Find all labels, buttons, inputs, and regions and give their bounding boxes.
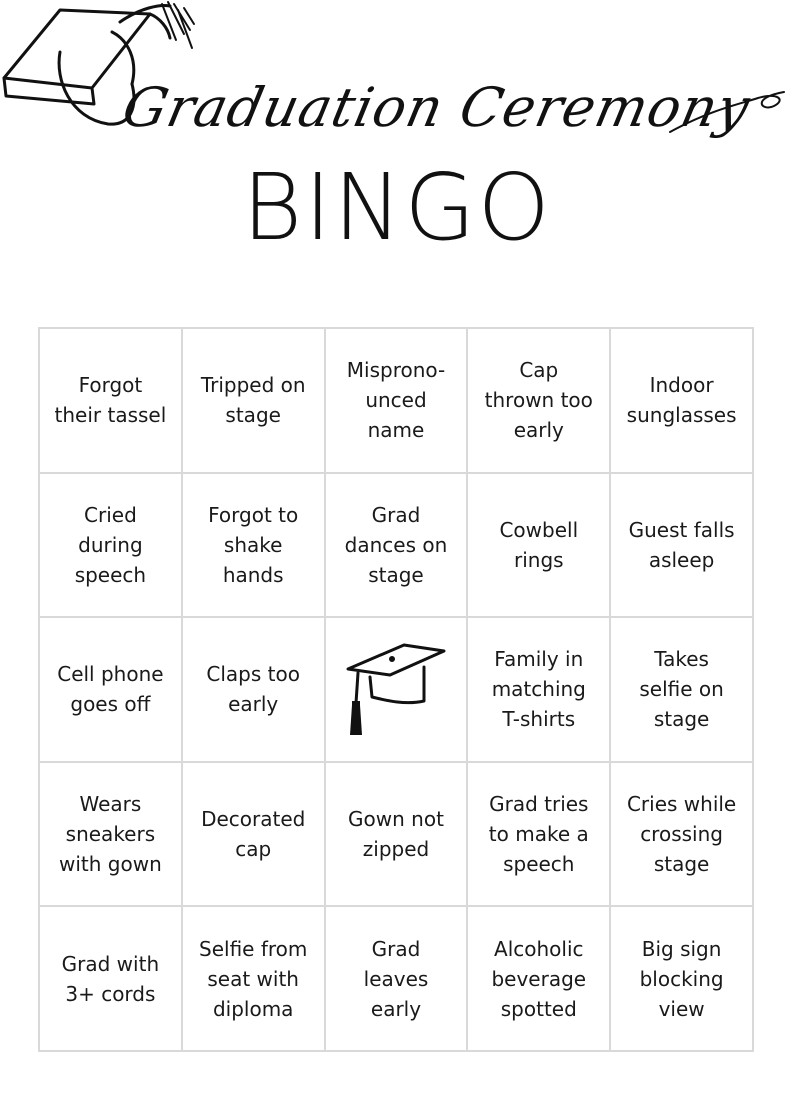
bingo-cell[interactable]: Cowbell rings — [468, 474, 611, 619]
bingo-cell[interactable]: Big sign blocking view — [611, 907, 754, 1052]
bingo-cell[interactable]: Grad with 3+ cords — [40, 907, 183, 1052]
bingo-cell[interactable]: Cell phone goes off — [40, 618, 183, 763]
bingo-cell[interactable]: Cried during speech — [40, 474, 183, 619]
bingo-title: BINGO — [242, 154, 552, 261]
bingo-cell[interactable]: Alcoholic beverage spotted — [468, 907, 611, 1052]
bingo-cell[interactable]: Forgot to shake hands — [183, 474, 326, 619]
bingo-cell[interactable]: Cap thrown too early — [468, 329, 611, 474]
bingo-board — [38, 327, 754, 1052]
bingo-cell[interactable]: Tripped on stage — [183, 329, 326, 474]
bingo-cell[interactable]: Gown not zipped — [326, 763, 469, 908]
bingo-cell[interactable]: Indoor sunglasses — [611, 329, 754, 474]
bingo-cell[interactable]: Family in matching T-shirts — [468, 618, 611, 763]
script-title-text: Graduation Ceremony — [117, 76, 756, 139]
bingo-cell[interactable]: Claps too early — [183, 618, 326, 763]
bingo-cell[interactable]: Cries while crossing stage — [611, 763, 754, 908]
graduation-cap-icon — [344, 639, 448, 739]
bingo-cell[interactable]: Wears sneakers with gown — [40, 763, 183, 908]
bingo-cell[interactable]: Grad leaves early — [326, 907, 469, 1052]
bingo-cell[interactable]: Takes selfie on stage — [611, 618, 754, 763]
bingo-cell[interactable]: Misprono- unced name — [326, 329, 469, 474]
bingo-cell[interactable]: Decorated cap — [183, 763, 326, 908]
bingo-cell[interactable]: Selfie from seat with diploma — [183, 907, 326, 1052]
bingo-cell[interactable]: Grad tries to make a speech — [468, 763, 611, 908]
bingo-cell[interactable]: Grad dances on stage — [326, 474, 469, 619]
bingo-cell[interactable]: Guest falls asleep — [611, 474, 754, 619]
bingo-cell[interactable]: Forgot their tassel — [40, 329, 183, 474]
bingo-free-space[interactable] — [326, 618, 469, 763]
